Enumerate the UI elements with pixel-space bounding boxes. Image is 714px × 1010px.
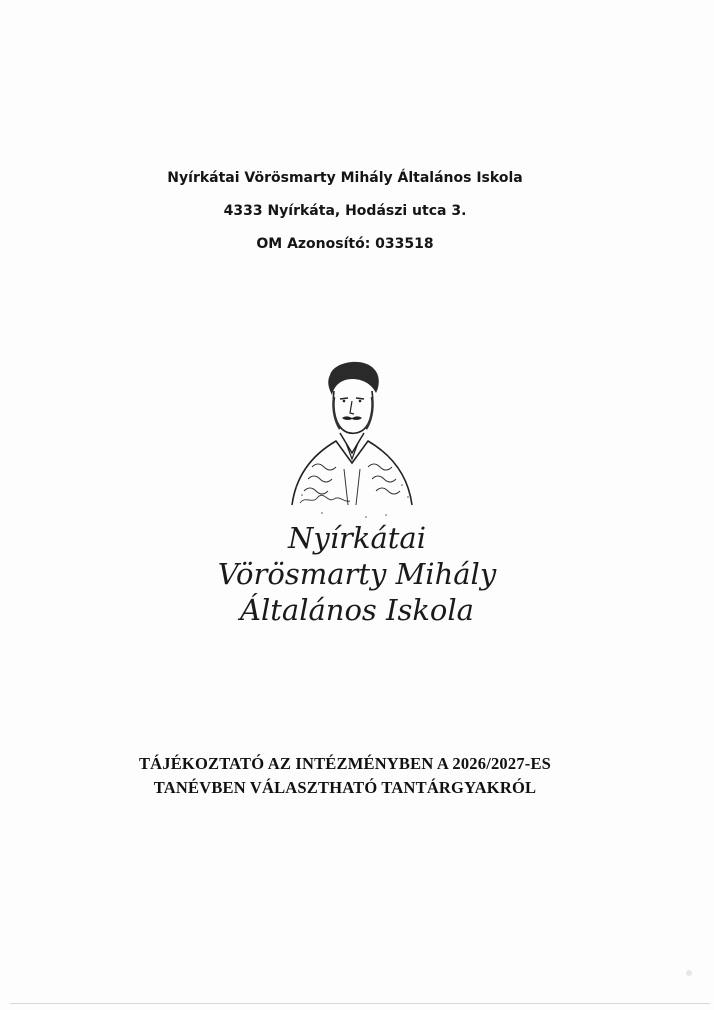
document-title-line-2: TANÉVBEN VÁLASZTHATÓ TANTÁRGYAKRÓL xyxy=(153,778,537,797)
om-identifier: OM Azonosító: 033518 xyxy=(256,236,434,252)
logo-line-school: Általános Iskola xyxy=(240,593,474,627)
logo-line-village: Nyírkátai xyxy=(288,521,426,555)
page-bottom-edge xyxy=(10,1003,710,1004)
scan-artifact xyxy=(686,970,692,976)
document-title xyxy=(0,752,690,800)
school-logo-text xyxy=(0,520,714,628)
school-name: Nyírkátai Vörösmarty Mihály Általános Iskola xyxy=(167,170,523,186)
document-title-line-1: TÁJÉKOZTATÓ AZ INTÉZMÉNYBEN A 2026/2027-ES xyxy=(138,754,552,773)
logo-line-name: Vörösmarty Mihály xyxy=(217,557,497,591)
school-header xyxy=(0,162,690,261)
school-address: 4333 Nyírkáta, Hodászi utca 3. xyxy=(223,203,467,219)
portrait-icon xyxy=(282,355,422,525)
